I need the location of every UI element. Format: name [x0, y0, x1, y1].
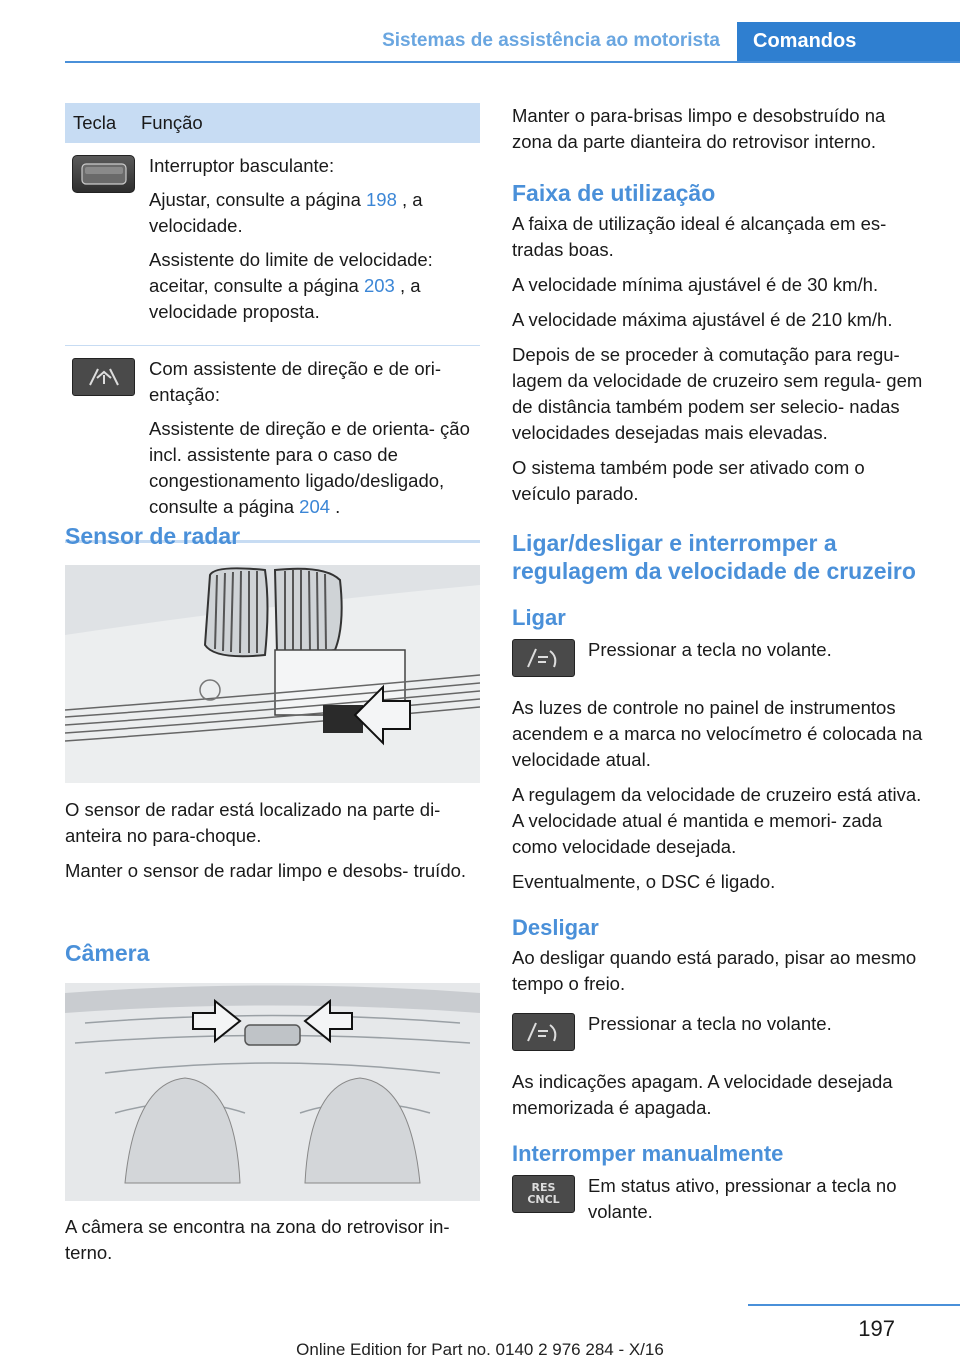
cruise-control-key-icon: [512, 1013, 575, 1051]
on-p1: As luzes de controle no painel de instrumentos acendem e a marca no velocímetro é colocada na velocidade atual.: [512, 697, 923, 770]
res-key-label: RES: [531, 1181, 556, 1194]
page-number: 197: [858, 1316, 895, 1341]
onoff-heading: Ligar/desligar e interromper a regulagem da velocidade de cruzeiro: [512, 530, 916, 584]
footer-rule: [748, 1304, 960, 1306]
on-icon-text: Pressionar a tecla no volante.: [588, 639, 832, 660]
col-key-header: Tecla: [73, 112, 117, 133]
table-row: [65, 346, 480, 543]
car-front-radar-image: [65, 565, 480, 783]
pause-heading: Interromper manualmente: [512, 1141, 784, 1166]
off-p2: As indicações apagam. A velocidade desejada memorizada é apagada.: [512, 1071, 893, 1118]
footer-edition: Online Edition for Part no. 0140 2 976 284 - X/16: [296, 1340, 664, 1359]
on-p3: Eventualmente, o DSC é ligado.: [512, 871, 776, 892]
range-p4: Depois de se proceder à comutação para regu- lagem da velocidade de cruzeiro sem regula- gem de distância também podem ser selecio- nadas velocidades desejadas mais elevadas.: [512, 344, 923, 443]
on-heading: Ligar: [512, 605, 566, 630]
row2-line1: Com assistente de direção e de ori- entação:: [149, 358, 442, 405]
table-row: [65, 143, 480, 346]
pause-icon-text: Em status ativo, pressionar a tecla no volante.: [588, 1175, 897, 1222]
on-p2: A regulagem da velocidade de cruzeiro está ativa. A velocidade atual é mantida e memori- zada como velocidade desejada.: [512, 784, 922, 857]
radar-p1: O sensor de radar está localizado na parte di- anteira no para-choque.: [65, 799, 441, 846]
range-heading: Faixa de utilização: [512, 180, 716, 206]
range-p5: O sistema também pode ser ativado com o veículo parado.: [512, 457, 865, 504]
steering-assist-icon: [72, 358, 135, 396]
range-p2: A velocidade mínima ajustável é de 30 km/h.: [512, 274, 879, 295]
key-function-table: [65, 103, 480, 543]
off-instruction: [512, 1011, 927, 1051]
camera-p1: A câmera se encontra na zona do retrovisor in- terno.: [65, 1216, 450, 1263]
header-rule: [65, 61, 960, 63]
running-header-tab: Comandos: [737, 22, 960, 62]
radar-p2: Manter o sensor de radar limpo e desobs- truído.: [65, 860, 467, 881]
range-p1: A faixa de utilização ideal é alcançada em es- tradas boas.: [512, 213, 887, 260]
page-link-204[interactable]: 204: [299, 496, 331, 517]
row2-line2: Assistente de direção e de orienta- ção incl. assistente para o caso de congestionamento ligado/desligado, consulte a página 204 .: [149, 418, 470, 517]
page-link-198[interactable]: 198: [366, 189, 397, 210]
rocker-switch-icon: [72, 155, 135, 193]
on-instruction: [512, 637, 927, 677]
table-header: [65, 103, 480, 143]
cruise-control-key-icon: [512, 639, 575, 677]
windshield-camera-image: [65, 983, 480, 1201]
row1-line1: Interruptor basculante:: [149, 155, 335, 176]
pause-instruction: [512, 1173, 927, 1225]
right-column: [512, 103, 927, 1243]
row1-line2: Ajustar, consulte a página 198 , a velocidade.: [149, 189, 423, 236]
right-p0: Manter o para-brisas limpo e desobstruído na zona da parte dianteira do retrovisor interno.: [512, 105, 886, 152]
camera-heading: Câmera: [65, 940, 150, 966]
res-cncl-key-icon: [512, 1175, 575, 1213]
off-heading: Desligar: [512, 915, 599, 940]
col-function-header: Função: [141, 112, 203, 133]
row1-line3: Assistente do limite de velocidade: aceitar, consulte a página 203 , a velocidade proposta.: [149, 249, 433, 322]
radar-heading: Sensor de radar: [65, 523, 241, 549]
off-p1: Ao desligar quando está parado, pisar ao mesmo tempo o freio.: [512, 947, 917, 994]
off-icon-text: Pressionar a tecla no volante.: [588, 1013, 832, 1034]
running-header-section: Sistemas de assistência ao motorista: [382, 30, 720, 51]
range-p3: A velocidade máxima ajustável é de 210 km/h.: [512, 309, 893, 330]
page-link-203[interactable]: 203: [363, 275, 395, 296]
cncl-key-label: CNCL: [527, 1193, 560, 1206]
